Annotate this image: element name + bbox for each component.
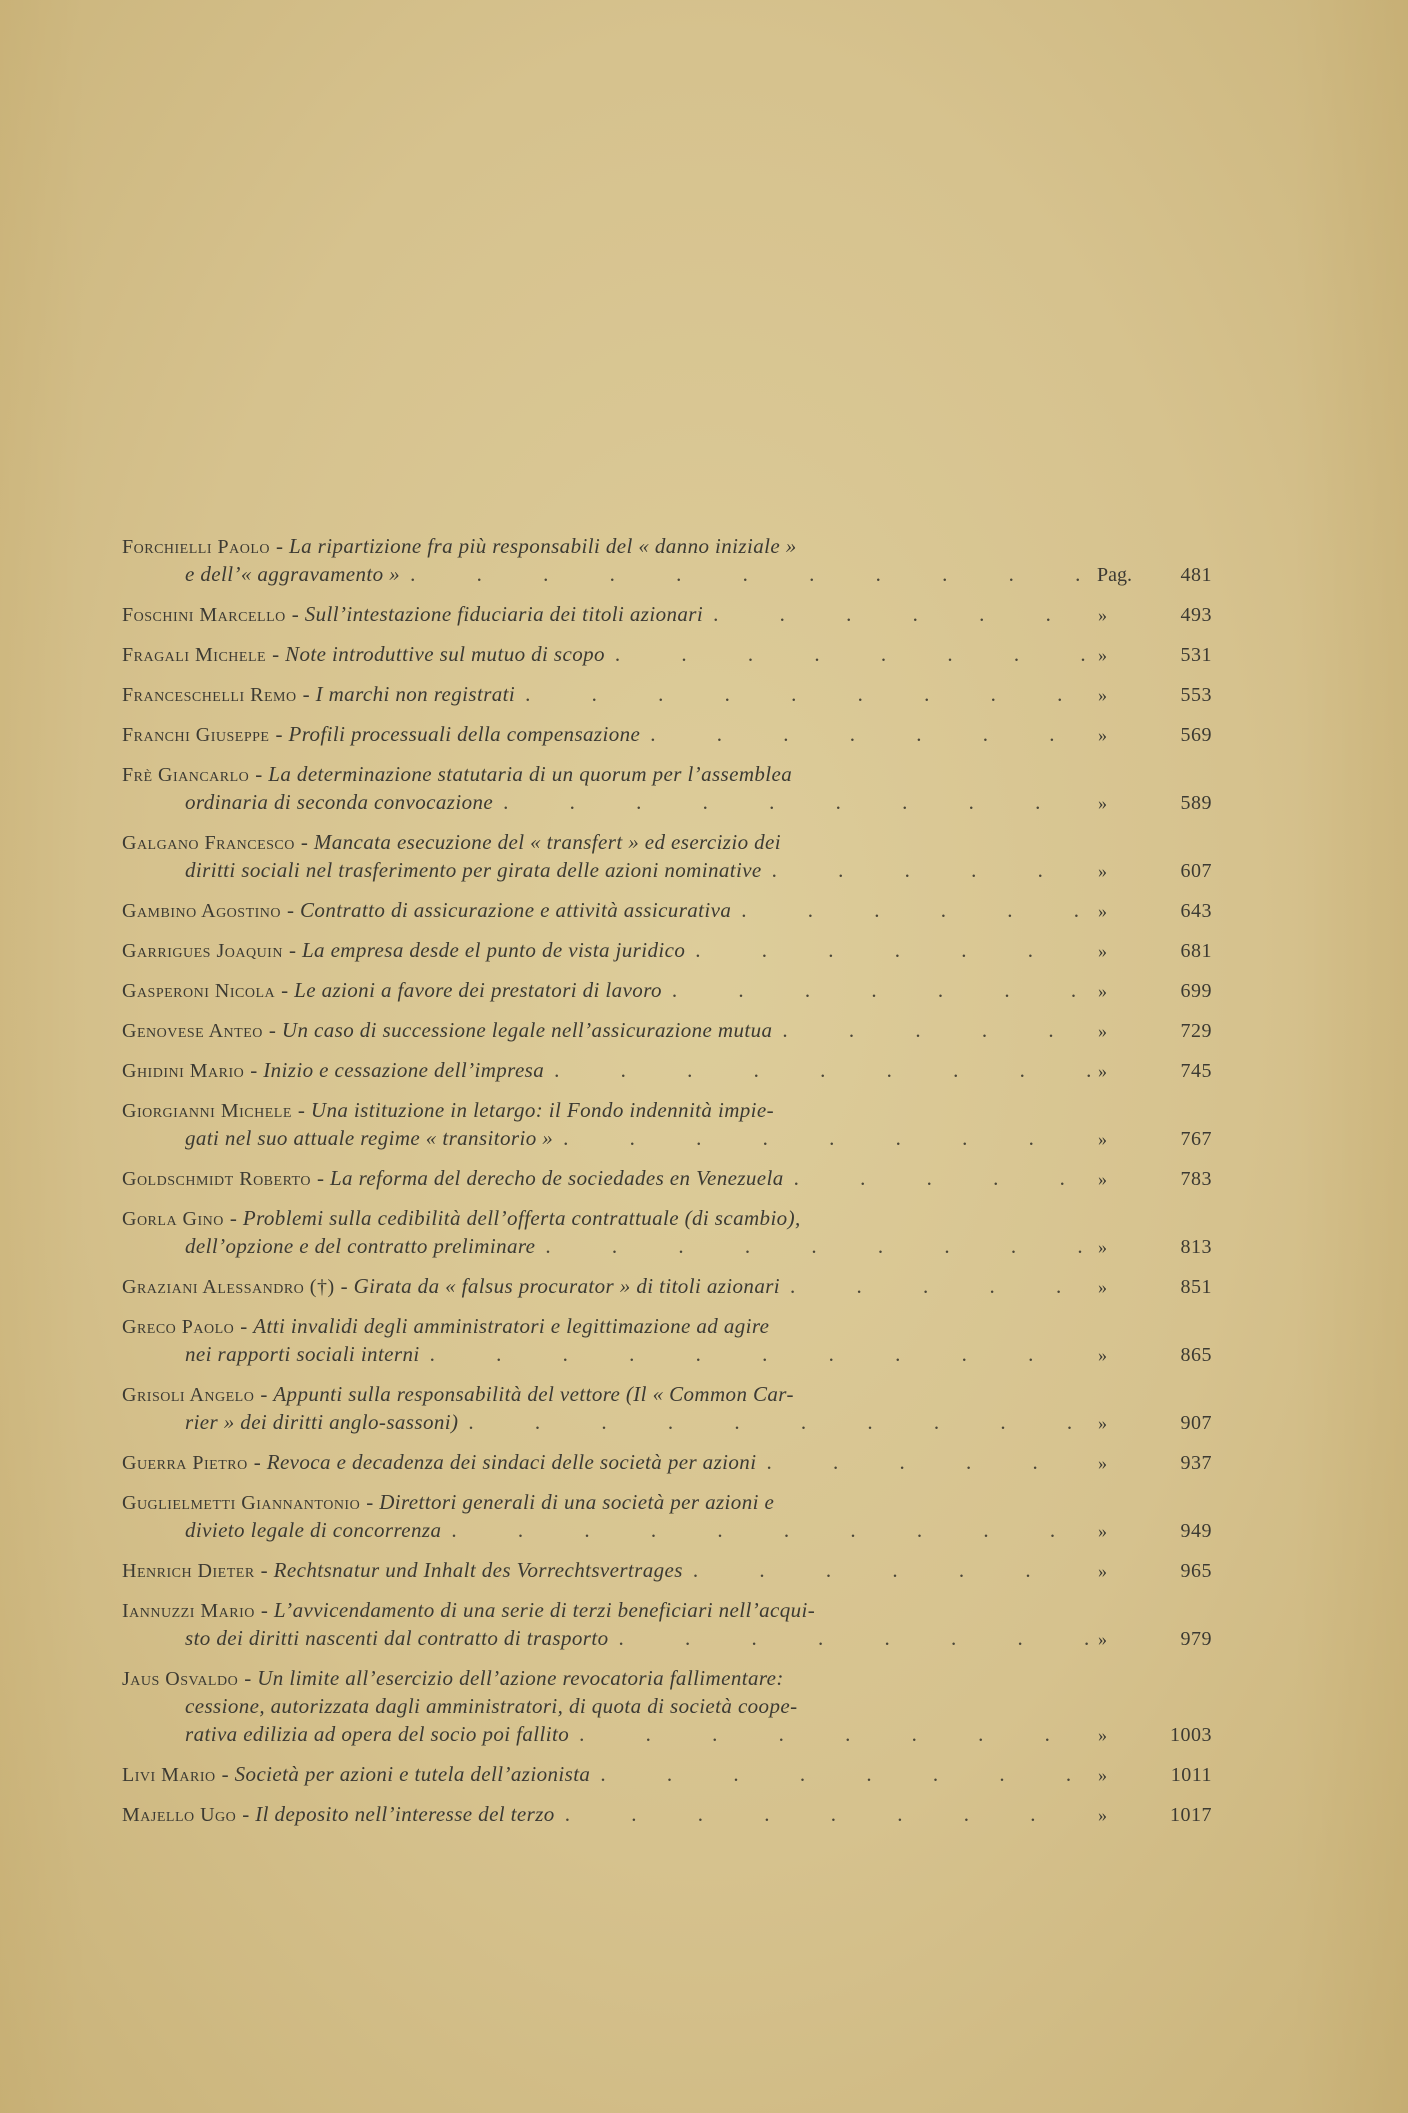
entry-text <box>122 1056 544 1085</box>
separator-dash: - <box>300 830 308 854</box>
entry-text <box>122 1760 590 1789</box>
entry-continuation-line <box>122 1692 1212 1720</box>
ditto-mark: » <box>1098 1413 1107 1433</box>
author-name: Giorgianni Michele <box>122 1100 292 1122</box>
article-title: Rechtsnatur und Inhalt des Vorrechtsvertrages <box>273 1558 683 1582</box>
entry-text <box>122 1382 794 1406</box>
toc-entry <box>122 896 1212 924</box>
page-number: 1011 <box>1170 1764 1212 1786</box>
ditto-mark: » <box>1098 1129 1107 1149</box>
article-title: Direttori generali di una società per azioni e <box>379 1490 775 1514</box>
separator-dash: - <box>240 1314 248 1338</box>
ditto-mark: » <box>1098 981 1107 1001</box>
toc-entry <box>122 532 1212 588</box>
toc-entry <box>122 1164 1212 1192</box>
author-name: Guerra Pietro <box>122 1452 248 1474</box>
dot-leader <box>650 720 1092 748</box>
entry-text <box>185 1232 535 1260</box>
separator-dash: - <box>291 602 299 626</box>
ditto-mark: » <box>1098 1561 1107 1581</box>
entry-first-line <box>122 1760 1212 1788</box>
separator-dash: - <box>302 682 310 706</box>
toc-entry <box>122 828 1212 884</box>
author-name: Guglielmetti Giannantonio <box>122 1492 361 1514</box>
ditto-mark: » <box>1098 1629 1107 1649</box>
article-title: Mancata esecuzione del « transfert » ed esercizio dei <box>313 830 782 854</box>
page-number: 907 <box>1180 1412 1212 1434</box>
author-name: Majello Ugo <box>122 1804 237 1826</box>
page-reference <box>1098 1625 1212 1653</box>
entry-text <box>122 1164 784 1193</box>
page-number: 493 <box>1180 604 1212 626</box>
entry-text <box>122 600 703 629</box>
page-number: 589 <box>1180 792 1212 814</box>
ditto-mark: » <box>1098 1521 1107 1541</box>
author-name: Iannuzzi Mario <box>122 1600 255 1622</box>
entry-first-line <box>122 680 1212 708</box>
article-title: La empresa desde el punto de vista juridico <box>301 938 686 962</box>
author-name: Livi Mario <box>122 1764 216 1786</box>
dot-leader <box>503 788 1092 816</box>
entry-continuation-line <box>122 560 1212 588</box>
entry-text <box>122 640 605 669</box>
ditto-mark: » <box>1098 1345 1107 1365</box>
entry-first-line <box>122 1800 1212 1828</box>
toc-entry <box>122 680 1212 708</box>
article-title: Il deposito nell’interesse del terzo <box>255 1802 555 1826</box>
entry-text <box>122 762 792 786</box>
article-title: Le azioni a favore dei prestatori di lavoro <box>294 978 662 1002</box>
article-title: La reforma del derecho de sociedades en Venezuela <box>329 1166 784 1190</box>
entry-first-line <box>122 1056 1212 1084</box>
article-title: Girata da « falsus procurator » di titoli azionari <box>353 1274 781 1298</box>
article-title: La determinazione statutaria di un quorum per l’assemblea <box>268 762 793 786</box>
page-number: 699 <box>1180 980 1212 1002</box>
page-number: 979 <box>1180 1628 1212 1650</box>
ditto-mark: » <box>1098 901 1107 921</box>
separator-dash: - <box>260 1598 268 1622</box>
entry-continuation-line <box>122 1124 1212 1152</box>
author-name: Graziani Alessandro (†) <box>122 1276 335 1298</box>
page-number: 813 <box>1180 1236 1212 1258</box>
page-reference <box>1098 1165 1212 1193</box>
toc-entry <box>122 720 1212 748</box>
toc-entry <box>122 976 1212 1004</box>
toc-entry <box>122 1204 1212 1260</box>
entry-first-line <box>122 1664 1212 1692</box>
article-title: sto dei diritti nascenti dal contratto di trasporto <box>185 1626 609 1650</box>
separator-dash: - <box>281 978 289 1002</box>
entry-first-line <box>122 720 1212 748</box>
toc-entry <box>122 1488 1212 1544</box>
dot-leader <box>672 976 1092 1004</box>
toc-entry <box>122 760 1212 816</box>
page-label: Pag. <box>1097 564 1132 586</box>
page-reference <box>1098 1449 1212 1477</box>
page-reference <box>1098 1557 1212 1585</box>
separator-dash: - <box>268 1018 276 1042</box>
article-title: rier » dei diritti anglo-sassoni) <box>185 1410 459 1434</box>
entry-continuation-line <box>122 1340 1212 1368</box>
entry-first-line <box>122 936 1212 964</box>
dot-leader <box>695 936 1092 964</box>
entry-text <box>185 788 493 816</box>
entry-text <box>185 560 400 588</box>
separator-dash: - <box>276 534 284 558</box>
article-title: rativa edilizia ad opera del socio poi fallito <box>185 1722 570 1746</box>
article-title: Problemi sulla cedibilità dell’offerta contrattuale (di scambio), <box>242 1206 801 1230</box>
dot-leader <box>410 560 1091 588</box>
dot-leader <box>554 1056 1092 1084</box>
page-number: 767 <box>1180 1128 1212 1150</box>
article-title: cessione, autorizzata dagli amministratori, di quota di società coope- <box>185 1694 798 1718</box>
toc-entry <box>122 936 1212 964</box>
entry-text <box>122 1314 769 1338</box>
entry-text <box>122 976 662 1005</box>
entry-text <box>185 856 762 884</box>
separator-dash: - <box>275 722 283 746</box>
page-reference <box>1098 601 1212 629</box>
toc-entry <box>122 1312 1212 1368</box>
dot-leader <box>468 1408 1092 1436</box>
page-reference <box>1098 789 1212 817</box>
entry-text <box>122 1598 815 1622</box>
page-reference <box>1098 1721 1212 1749</box>
separator-dash: - <box>260 1558 268 1582</box>
article-title: I marchi non registrati <box>315 682 516 706</box>
entry-continuation-line <box>122 1232 1212 1260</box>
toc-entry <box>122 640 1212 668</box>
entry-first-line <box>122 1312 1212 1340</box>
entry-first-line <box>122 1164 1212 1192</box>
entry-first-line <box>122 1016 1212 1044</box>
ditto-mark: » <box>1098 861 1107 881</box>
page-number: 607 <box>1180 860 1212 882</box>
ditto-mark: » <box>1098 1765 1107 1785</box>
article-title: diritti sociali nel trasferimento per girata delle azioni nominative <box>185 858 762 882</box>
page-number: 949 <box>1180 1520 1212 1542</box>
entry-first-line <box>122 1596 1212 1624</box>
author-name: Gasperoni Nicola <box>122 980 276 1002</box>
entry-text <box>122 680 515 709</box>
toc-entry <box>122 1448 1212 1476</box>
page-number: 553 <box>1180 684 1212 706</box>
page-reference <box>1098 1517 1212 1545</box>
entry-text <box>122 1666 784 1690</box>
ditto-mark: » <box>1098 1277 1107 1297</box>
page-number: 569 <box>1180 724 1212 746</box>
toc-entry <box>122 1056 1212 1084</box>
dot-leader <box>563 1124 1092 1152</box>
entry-continuation-line <box>122 788 1212 816</box>
entry-continuation-line <box>122 1408 1212 1436</box>
separator-dash: - <box>253 1450 261 1474</box>
dot-leader <box>794 1164 1092 1192</box>
page-reference <box>1098 1801 1212 1829</box>
article-title: ordinaria di seconda convocazione <box>185 790 494 814</box>
author-name: Forchielli Paolo <box>122 536 271 558</box>
ditto-mark: » <box>1098 1061 1107 1081</box>
entry-text <box>185 1408 458 1436</box>
dot-leader <box>619 1624 1093 1652</box>
dot-leader <box>693 1556 1092 1584</box>
dot-leader <box>766 1448 1092 1476</box>
entry-text <box>185 1720 569 1748</box>
page-number: 851 <box>1180 1276 1212 1298</box>
ditto-mark: » <box>1098 1169 1107 1189</box>
toc-entry <box>122 1664 1212 1748</box>
article-title: gati nel suo attuale regime « transitorio » <box>185 1126 554 1150</box>
dot-leader <box>741 896 1092 924</box>
entry-text <box>122 1800 555 1829</box>
entry-continuation-line <box>122 856 1212 884</box>
toc-entry <box>122 1016 1212 1044</box>
entry-first-line <box>122 828 1212 856</box>
article-title: Revoca e decadenza dei sindaci delle società per azioni <box>266 1450 757 1474</box>
article-title: Un caso di successione legale nell’assicurazione mutua <box>281 1018 773 1042</box>
entry-text <box>122 1016 772 1045</box>
separator-dash: - <box>288 938 296 962</box>
page-reference <box>1098 897 1212 925</box>
author-name: Foschini Marcello <box>122 604 286 626</box>
separator-dash: - <box>297 1098 305 1122</box>
dot-leader <box>579 1720 1092 1748</box>
entry-continuation-line <box>122 1720 1212 1748</box>
entry-text <box>122 1490 774 1514</box>
author-name: Goldschmidt Roberto <box>122 1168 311 1190</box>
page-number: 745 <box>1180 1060 1212 1082</box>
author-name: Franchi Giuseppe <box>122 724 270 746</box>
dot-leader <box>600 1760 1092 1788</box>
article-title: Società per azioni e tutela dell’azionista <box>234 1762 591 1786</box>
entry-text <box>122 1448 756 1477</box>
page-reference <box>1098 1409 1212 1437</box>
entry-first-line <box>122 1272 1212 1300</box>
toc-entry <box>122 1760 1212 1788</box>
separator-dash: - <box>287 898 295 922</box>
page-number: 1017 <box>1170 1804 1212 1826</box>
dot-leader <box>772 856 1092 884</box>
entry-first-line <box>122 1448 1212 1476</box>
dot-leader <box>451 1516 1092 1544</box>
entry-text <box>185 1340 420 1368</box>
entry-text <box>122 1206 801 1230</box>
dot-leader <box>713 600 1092 628</box>
author-name: Fragali Michele <box>122 644 267 666</box>
author-name: Gorla Gino <box>122 1208 224 1230</box>
toc-entry <box>122 1596 1212 1652</box>
dot-leader <box>782 1016 1092 1044</box>
page-reference <box>1098 1761 1212 1789</box>
entry-text <box>185 1124 553 1152</box>
entry-continuation-line <box>122 1624 1212 1652</box>
page-reference <box>1098 1273 1212 1301</box>
dot-leader <box>525 680 1092 708</box>
dot-leader <box>790 1272 1092 1300</box>
page-reference <box>1098 1057 1212 1085</box>
separator-dash: - <box>366 1490 374 1514</box>
toc-entry <box>122 1096 1212 1152</box>
separator-dash: - <box>250 1058 258 1082</box>
page-number: 681 <box>1180 940 1212 962</box>
page-reference <box>1098 1017 1212 1045</box>
page-reference <box>1098 641 1212 669</box>
ditto-mark: » <box>1098 941 1107 961</box>
entry-text <box>185 1624 609 1652</box>
ditto-mark: » <box>1098 1725 1107 1745</box>
ditto-mark: » <box>1098 1453 1107 1473</box>
dot-leader <box>565 1800 1092 1828</box>
author-name: Greco Paolo <box>122 1316 235 1338</box>
entry-text <box>122 830 781 854</box>
page-reference <box>1098 1125 1212 1153</box>
page-reference <box>1097 561 1212 589</box>
ditto-mark: » <box>1098 605 1107 625</box>
page-reference <box>1098 937 1212 965</box>
ditto-mark: » <box>1098 645 1107 665</box>
article-title: Appunti sulla responsabilità del vettore (Il « Common Car- <box>273 1382 794 1406</box>
entry-first-line <box>122 532 1212 560</box>
ditto-mark: » <box>1098 685 1107 705</box>
entry-text <box>122 896 731 925</box>
author-name: Garrigues Joaquin <box>122 940 283 962</box>
separator-dash: - <box>260 1382 268 1406</box>
ditto-mark: » <box>1098 793 1107 813</box>
author-name: Henrich Dieter <box>122 1560 255 1582</box>
table-of-contents <box>122 532 1212 1840</box>
entry-first-line <box>122 1488 1212 1516</box>
author-name: Franceschelli Remo <box>122 684 297 706</box>
entry-text <box>122 936 685 965</box>
page-reference <box>1098 721 1212 749</box>
author-name: Frè Giancarlo <box>122 764 250 786</box>
entry-text <box>185 1516 441 1544</box>
page-reference <box>1098 977 1212 1005</box>
article-title: Note introduttive sul mutuo di scopo <box>285 642 605 666</box>
entry-first-line <box>122 1096 1212 1124</box>
entry-first-line <box>122 896 1212 924</box>
entry-first-line <box>122 760 1212 788</box>
ditto-mark: » <box>1098 1237 1107 1257</box>
article-title: Una istituzione in letargo: il Fondo indennità impie- <box>310 1098 775 1122</box>
article-title: Atti invalidi degli amministratori e legittimazione ad agire <box>253 1314 770 1338</box>
article-title: Profili processuali della compensazione <box>288 722 641 746</box>
separator-dash: - <box>221 1762 229 1786</box>
separator-dash: - <box>340 1274 348 1298</box>
author-name: Galgano Francesco <box>122 832 295 854</box>
entry-text <box>122 1556 683 1585</box>
author-name: Ghidini Mario <box>122 1060 245 1082</box>
toc-entry <box>122 1272 1212 1300</box>
page-reference <box>1098 1233 1212 1261</box>
entry-continuation-line <box>122 1516 1212 1544</box>
separator-dash: - <box>272 642 280 666</box>
page-number: 783 <box>1180 1168 1212 1190</box>
author-name: Jaus Osvaldo <box>122 1668 239 1690</box>
page-number: 937 <box>1180 1452 1212 1474</box>
page-number: 865 <box>1180 1344 1212 1366</box>
author-name: Genovese Anteo <box>122 1020 263 1042</box>
article-title: Contratto di assicurazione e attività assicurativa <box>300 898 732 922</box>
dot-leader <box>545 1232 1092 1260</box>
entry-first-line <box>122 600 1212 628</box>
page-reference <box>1098 1341 1212 1369</box>
article-title: Un limite all’esercizio dell’azione revocatoria fallimentare: <box>257 1666 784 1690</box>
article-title: nei rapporti sociali interni <box>185 1342 420 1366</box>
page-number: 1003 <box>1170 1724 1212 1746</box>
article-title: Inizio e cessazione dell’impresa <box>263 1058 545 1082</box>
dot-leader <box>430 1340 1092 1368</box>
page-number: 531 <box>1180 644 1212 666</box>
page-number: 965 <box>1180 1560 1212 1582</box>
toc-entry <box>122 1380 1212 1436</box>
entry-first-line <box>122 976 1212 1004</box>
article-title: La ripartizione fra più responsabili del « danno iniziale » <box>289 534 797 558</box>
ditto-mark: » <box>1098 725 1107 745</box>
page-number: 729 <box>1180 1020 1212 1042</box>
entry-text <box>185 1694 797 1718</box>
dot-leader <box>615 640 1092 668</box>
article-title: divieto legale di concorrenza <box>185 1518 442 1542</box>
toc-entry <box>122 1556 1212 1584</box>
entry-text <box>122 1272 780 1301</box>
ditto-mark: » <box>1098 1805 1107 1825</box>
separator-dash: - <box>242 1802 250 1826</box>
page-reference <box>1098 857 1212 885</box>
entry-first-line <box>122 1204 1212 1232</box>
separator-dash: - <box>255 762 263 786</box>
page-number: 481 <box>1180 564 1212 586</box>
author-name: Grisoli Angelo <box>122 1384 255 1406</box>
separator-dash: - <box>244 1666 252 1690</box>
separator-dash: - <box>316 1166 324 1190</box>
article-title: dell’opzione e del contratto preliminare <box>185 1234 536 1258</box>
entry-text <box>122 1098 774 1122</box>
entry-first-line <box>122 1380 1212 1408</box>
page-number: 643 <box>1180 900 1212 922</box>
entry-text <box>122 534 797 558</box>
article-title: L’avvicendamento di una serie di terzi beneficiari nell’acqui- <box>273 1598 816 1622</box>
entry-first-line <box>122 640 1212 668</box>
article-title: e dell’« aggravamento » <box>185 562 401 586</box>
page-reference <box>1098 681 1212 709</box>
article-title: Sull’intestazione fiduciaria dei titoli azionari <box>304 602 704 626</box>
author-name: Gambino Agostino <box>122 900 282 922</box>
ditto-mark: » <box>1098 1021 1107 1041</box>
entry-text <box>122 720 640 749</box>
separator-dash: - <box>229 1206 237 1230</box>
toc-entry <box>122 1800 1212 1828</box>
entry-first-line <box>122 1556 1212 1584</box>
toc-entry <box>122 600 1212 628</box>
